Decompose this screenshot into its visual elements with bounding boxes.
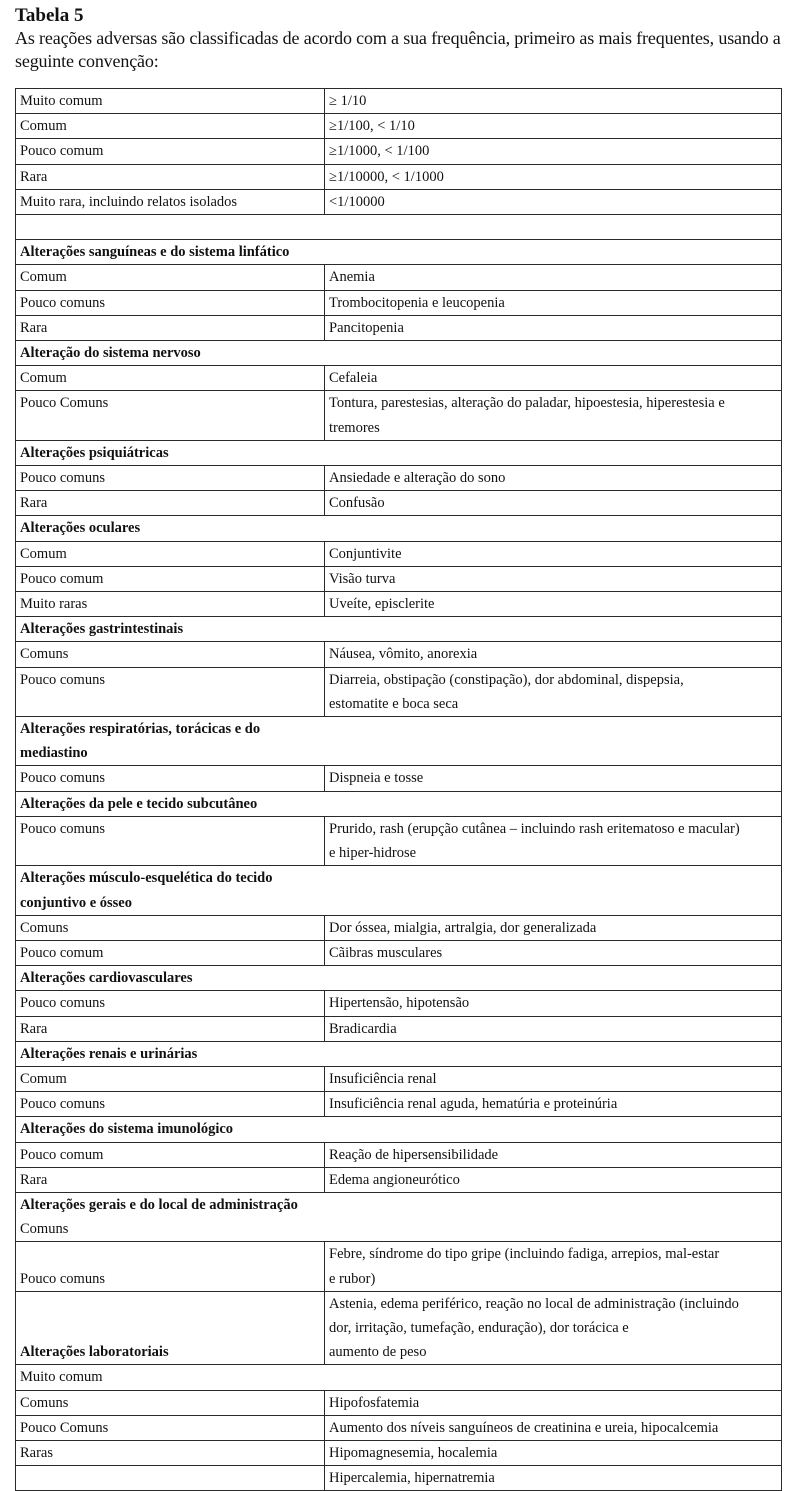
section-heading [16,866,782,915]
table-row [16,566,782,591]
table-row [16,391,782,440]
section-row [16,791,782,816]
table-row [16,1016,782,1041]
table-row [16,1242,782,1291]
frequency-cell: Rara [16,315,325,340]
frequency-text: Pouco Comuns [20,395,109,412]
document-page [0,0,800,73]
table-row [16,592,782,617]
frequency-cell [16,391,325,440]
table-row [16,915,782,940]
table-row [16,816,782,865]
reaction-cell: Edema angioneurótico [325,1167,782,1192]
section-row [16,1365,782,1390]
reaction-cell: Insuficiência renal [325,1066,782,1091]
reaction-cell: Cãibras musculares [325,940,782,965]
section-heading: Alterações da pele e tecido subcutâneo [16,791,782,816]
frequency-cell: Rara [16,1167,325,1192]
freq-term: Muito comum [16,89,325,114]
frequency-cell: Pouco comuns [16,1242,325,1291]
intro-paragraph: As reações adversas são classificadas de acordo com a sua frequência, primeiro as mais frequentes, usando a seguinte convenção: [15,28,781,71]
spacer-row [16,215,782,240]
reaction-cell: Dispneia e tosse [325,766,782,791]
reaction-line: aumento de peso [329,1344,427,1361]
table-row [16,1092,782,1117]
frequency-cell: Muito raras [16,592,325,617]
frequency-cell: Pouco comuns [16,290,325,315]
table-title: Tabela 5 [15,5,84,26]
table-row [16,315,782,340]
frequency-cell: Comuns [16,642,325,667]
frequency-cell: Comum [16,265,325,290]
table-row [16,189,782,214]
reaction-line: tremores [329,419,380,436]
reaction-cell [325,816,782,865]
table-row [16,114,782,139]
reaction-cell [325,391,782,440]
section-row [16,617,782,642]
reaction-line: Diarreia, obstipação (constipação), dor abdominal, dispepsia, [329,671,684,688]
table-row [16,1390,782,1415]
section-heading [16,1192,782,1241]
section-heading: Alterações psiquiátricas [16,440,782,465]
section-heading-line: Alterações gerais e do local de administração [20,1196,298,1213]
table-row [16,89,782,114]
reaction-cell: Reação de hipersensibilidade [325,1142,782,1167]
section-row [16,1041,782,1066]
section-heading: Alterações cardiovasculares [16,966,782,991]
section-heading-line: Alterações respiratórias, torácicas e do [20,721,261,738]
reaction-cell [325,667,782,716]
table-row [16,366,782,391]
reaction-cell: Cefaleia [325,366,782,391]
reaction-cell: Hipertensão, hipotensão [325,991,782,1016]
frequency-text: Comuns [20,1221,69,1238]
reaction-cell: Uveíte, episclerite [325,592,782,617]
frequency-cell: Comum [16,1066,325,1091]
frequency-text: Pouco comuns [20,671,105,688]
reaction-line: Prurido, rash (erupção cutânea – incluindo rash eritematoso e macular) [329,820,740,837]
reaction-cell: Anemia [325,265,782,290]
reaction-cell: Ansiedade e alteração do sono [325,466,782,491]
reaction-cell: Confusão [325,491,782,516]
table-row [16,164,782,189]
reaction-line: Tontura, parestesias, alteração do paladar, hipoestesia, hiperestesia e [329,395,725,412]
frequency-cell: Pouco comum [16,566,325,591]
section-row [16,341,782,366]
frequency-cell: Comuns [16,1390,325,1415]
freq-range: ≥1/10000, < 1/1000 [325,164,782,189]
section-row [16,516,782,541]
table-row [16,139,782,164]
table-row [16,265,782,290]
section-heading-line: mediastino [20,745,88,762]
adverse-reactions-table [15,88,782,1491]
table-row [16,466,782,491]
reaction-line: Febre, síndrome do tipo gripe (incluindo fadiga, arrepios, mal-estar [329,1246,720,1263]
reaction-cell: Insuficiência renal aguda, hematúria e proteinúria [325,1092,782,1117]
reaction-cell: Dor óssea, mialgia, artralgia, dor generalizada [325,915,782,940]
frequency-cell: Pouco comum [16,940,325,965]
freq-range: ≥1/100, < 1/10 [325,114,782,139]
reaction-cell: Hipercalemia, hipernatremia [325,1466,782,1491]
freq-term: Rara [16,164,325,189]
section-row [16,240,782,265]
reaction-line: estomatite e boca seca [329,695,459,712]
frequency-cell: Pouco comuns [16,991,325,1016]
section-heading [16,717,782,766]
reaction-line: e rubor) [329,1270,376,1287]
frequency-cell: Comuns [16,915,325,940]
section-heading-line: Alterações músculo-esquelética do tecido [20,870,273,887]
frequency-cell: Pouco comum [16,1142,325,1167]
frequency-cell: Comum [16,541,325,566]
table-row [16,1440,782,1465]
reaction-cell: Bradicardia [325,1016,782,1041]
reaction-cell: Conjuntivite [325,541,782,566]
frequency-cell: Rara [16,491,325,516]
frequency-cell: Pouco Comuns [16,1415,325,1440]
section-heading: Alterações laboratoriais [16,1291,325,1365]
freq-range: ≥ 1/10 [325,89,782,114]
section-heading: Alterações sanguíneas e do sistema linfático [16,240,782,265]
reaction-cell: Náusea, vômito, anorexia [325,642,782,667]
freq-term: Comum [16,114,325,139]
table-row [16,667,782,716]
frequency-cell: Pouco comuns [16,1092,325,1117]
frequency-text: Pouco comuns [20,820,105,837]
table-row [16,1066,782,1091]
frequency-cell: Raras [16,1440,325,1465]
table-row [16,1415,782,1440]
freq-term: Pouco comum [16,139,325,164]
reaction-cell: Visão turva [325,566,782,591]
section-row [16,866,782,915]
freq-range: ≥1/1000, < 1/100 [325,139,782,164]
section-heading: Alteração do sistema nervoso [16,341,782,366]
frequency-cell: Rara [16,1016,325,1041]
reaction-cell: Hipofosfatemia [325,1390,782,1415]
frequency-cell: Pouco comuns [16,466,325,491]
frequency-cell: Comum [16,366,325,391]
table-row [16,642,782,667]
section-row [16,1192,782,1241]
table-row [16,290,782,315]
section-row [16,966,782,991]
reaction-line: e hiper-hidrose [329,845,417,862]
reaction-line: Astenia, edema periférico, reação no local de administração (incluindo [329,1295,739,1312]
reaction-cell: Hipomagnesemia, hocalemia [325,1440,782,1465]
frequency-cell [16,816,325,865]
table-row [16,1142,782,1167]
frequency-cell: Pouco comuns [16,766,325,791]
reaction-cell: Pancitopenia [325,315,782,340]
freq-range: <1/10000 [325,189,782,214]
spacer-cell [16,215,782,240]
reaction-cell [325,1242,782,1291]
table-row [16,491,782,516]
frequency-cell [16,1466,325,1491]
section-heading: Alterações do sistema imunológico [16,1117,782,1142]
section-row [16,440,782,465]
section-heading: Alterações renais e urinárias [16,1041,782,1066]
table-row [16,766,782,791]
freq-term: Muito rara, incluindo relatos isolados [16,189,325,214]
reaction-cell [325,1291,782,1365]
reaction-cell: Aumento dos níveis sanguíneos de creatinina e ureia, hipocalcemia [325,1415,782,1440]
section-heading-line: conjuntivo e ósseo [20,894,132,911]
section-row [16,717,782,766]
table-row [16,940,782,965]
frequency-cell [16,667,325,716]
section-heading: Alterações gastrintestinais [16,617,782,642]
table-row [16,1291,782,1365]
frequency-cell: Muito comum [16,1365,782,1390]
table-row [16,541,782,566]
reaction-cell: Trombocitopenia e leucopenia [325,290,782,315]
table-row [16,1466,782,1491]
reaction-line: dor, irritação, tumefação, enduração), dor torácica e [329,1319,629,1336]
section-row [16,1117,782,1142]
table-row [16,1167,782,1192]
table-row [16,991,782,1016]
section-heading: Alterações oculares [16,516,782,541]
